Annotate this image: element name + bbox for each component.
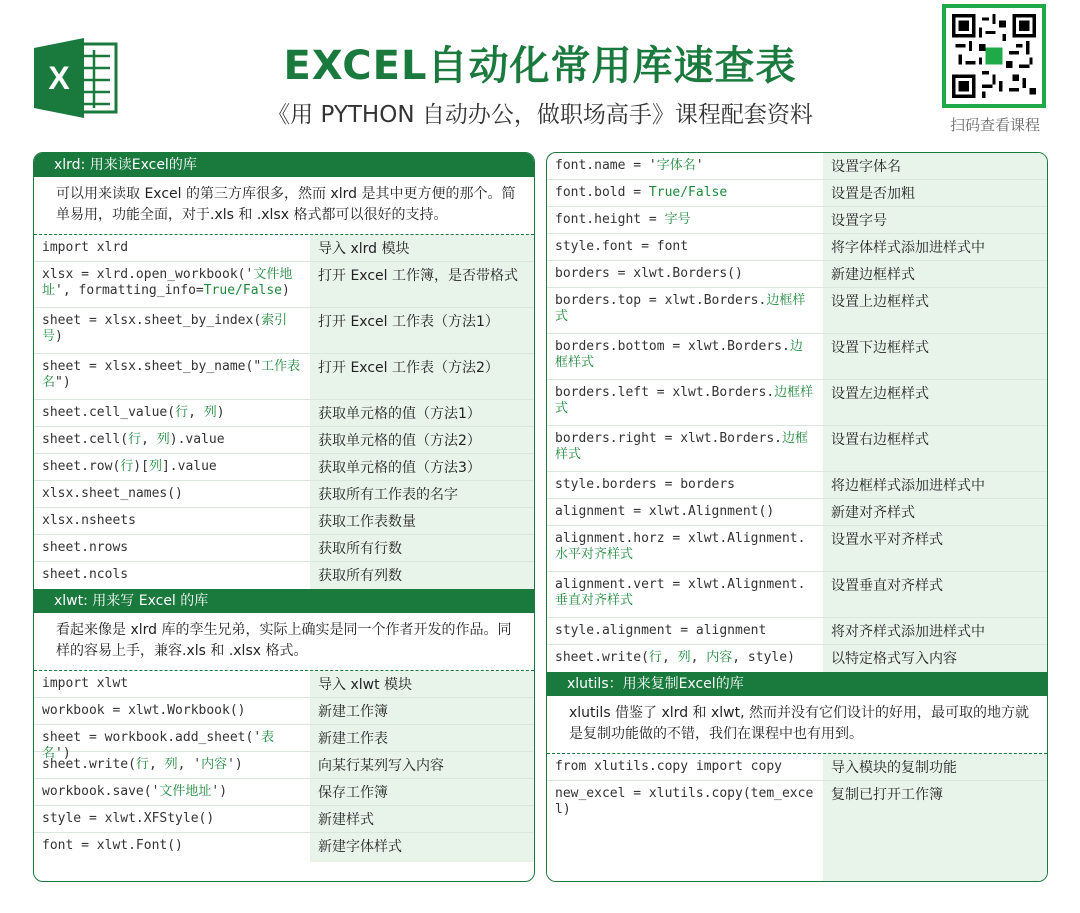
code-cell <box>547 153 823 179</box>
code-fragment: , <box>188 405 204 420</box>
code-fragment: borders.top = xlwt.Borders. <box>555 293 767 308</box>
code-cell <box>34 262 310 307</box>
code-fragment: 内容 <box>706 650 733 665</box>
code-fragment: xlsx.sheet_names() <box>42 486 183 501</box>
code-cell <box>34 725 310 761</box>
code-cell <box>547 288 823 333</box>
description-cell: 新建对齐样式 <box>823 499 1047 525</box>
code-cell <box>547 180 823 206</box>
code-fragment: ') <box>227 757 243 772</box>
table-row <box>34 698 534 725</box>
code-fragment: 字号 <box>664 212 691 227</box>
table-row <box>547 754 1047 781</box>
table-row <box>34 508 534 535</box>
table-row <box>34 354 534 400</box>
qr-code-icon[interactable] <box>942 4 1046 108</box>
table-row <box>34 562 534 589</box>
code-cell <box>34 354 310 399</box>
code-fragment: ') <box>55 746 71 761</box>
xlutils-description: xlutils 借鉴了 xlrd 和 xlwt, 然而并没有它们设计的好用，最可取的地方就是复制功能做的不错，我们在课程中也有用到。 <box>547 696 1047 754</box>
code-fragment: 字体名 <box>656 158 696 173</box>
table-row <box>547 472 1047 499</box>
xlwt-table <box>34 671 534 862</box>
code-fragment: , <box>141 432 157 447</box>
code-fragment: style.font = font <box>555 239 689 254</box>
code-fragment: new_excel = xlutils.copy(tem_excel) <box>555 786 814 817</box>
table-row <box>34 806 534 833</box>
table-row <box>34 308 534 354</box>
description-cell: 将边框样式添加进样式中 <box>823 472 1047 498</box>
code-fragment: True/False <box>648 185 728 200</box>
table-row <box>34 671 534 698</box>
xlrd-table <box>34 235 534 589</box>
description-cell: 获取单元格的值（方法3） <box>310 454 534 480</box>
code-cell <box>34 752 310 778</box>
code-cell <box>34 481 310 507</box>
code-cell <box>34 427 310 453</box>
code-fragment: ' <box>695 158 704 173</box>
code-fragment: 列 <box>203 405 217 420</box>
code-fragment: sheet.row( <box>42 459 121 474</box>
code-fragment: , style) <box>732 650 795 665</box>
description-cell: 打开 Excel 工作表（方法1） <box>310 308 534 353</box>
code-fragment: sheet.nrows <box>42 540 129 555</box>
table-row <box>547 645 1047 672</box>
table-row <box>547 234 1047 261</box>
table-row <box>34 833 534 862</box>
code-fragment: sheet = xlsx.sheet_by_index( <box>42 313 262 328</box>
svg-text:X: X <box>48 60 70 96</box>
table-row <box>547 261 1047 288</box>
code-fragment: 边框样式 <box>555 339 803 370</box>
table-row <box>547 499 1047 526</box>
table-row <box>34 779 534 806</box>
table-row <box>34 400 534 427</box>
table-row <box>34 262 534 308</box>
code-cell <box>547 526 823 571</box>
xlrd-description: 可以用来读取 Excel 的第三方库很多，然而 xlrd 是其中更方便的那个。简单易用，功能全面，对于.xls 和 .xlsx 格式都可以很好的支持。 <box>34 177 534 235</box>
code-fragment: True/False <box>203 283 283 298</box>
code-cell <box>547 472 823 498</box>
description-cell: 新建样式 <box>310 806 534 832</box>
table-row <box>34 235 534 262</box>
code-cell <box>34 671 310 697</box>
table-filler <box>547 827 1047 882</box>
description-cell: 设置左边框样式 <box>823 380 1047 425</box>
description-cell: 新建边框样式 <box>823 261 1047 287</box>
code-cell <box>34 535 310 561</box>
code-fragment: ].value <box>161 459 217 474</box>
code-fragment: ) <box>282 283 290 298</box>
code-fragment: font.bold = <box>555 185 649 200</box>
code-fragment: workbook = xlwt.Workbook() <box>42 703 246 718</box>
description-cell: 将字体样式添加进样式中 <box>823 234 1047 260</box>
code-fragment: borders.bottom = xlwt.Borders. <box>555 339 790 354</box>
table-row <box>547 781 1047 827</box>
code-fragment: sheet.write( <box>555 650 649 665</box>
code-cell <box>547 234 823 260</box>
code-fragment: 内容 <box>201 757 228 772</box>
table-row <box>34 535 534 562</box>
code-fragment: , <box>148 757 165 772</box>
code-cell <box>547 334 823 379</box>
xlutils-table <box>547 754 1047 827</box>
code-fragment: import xlwt <box>42 676 129 691</box>
code-fragment: sheet = xlsx.sheet_by_name(" <box>42 359 262 374</box>
code-cell <box>547 781 823 827</box>
description-cell: 获取单元格的值（方法2） <box>310 427 534 453</box>
code-cell <box>34 779 310 805</box>
description-cell: 设置水平对齐样式 <box>823 526 1047 571</box>
code-fragment: sheet.cell_value( <box>42 405 176 420</box>
code-fragment: 表名 <box>42 730 275 761</box>
code-fragment: borders.left = xlwt.Borders. <box>555 385 775 400</box>
page-subtitle: 《用 PYTHON 自动办公，做职场高手》课程配套资料 <box>267 102 813 128</box>
code-fragment: 边框样式 <box>555 431 808 462</box>
table-row <box>547 288 1047 334</box>
code-fragment: 行 <box>648 650 662 665</box>
description-cell: 获取所有列数 <box>310 562 534 589</box>
code-cell <box>34 400 310 426</box>
code-fragment: from xlutils.copy import copy <box>555 759 782 774</box>
table-row <box>547 334 1047 380</box>
table-row <box>34 481 534 508</box>
code-fragment: 行 <box>175 405 189 420</box>
code-fragment: style.alignment = alignment <box>555 623 767 638</box>
code-fragment: , <box>690 650 707 665</box>
left-panel <box>33 152 535 882</box>
code-fragment: , <box>661 650 678 665</box>
code-cell <box>547 261 823 287</box>
description-cell: 设置是否加粗 <box>823 180 1047 206</box>
code-cell <box>34 698 310 724</box>
description-cell: 新建字体样式 <box>310 833 534 862</box>
code-cell <box>547 380 823 425</box>
xlwt-description: 看起来像是 xlrd 库的孪生兄弟，实际上确实是同一个作者开发的作品。同样的容易上手，兼容.xls 和 .xlsx 格式。 <box>34 613 534 671</box>
code-cell <box>34 454 310 480</box>
code-fragment: borders.right = xlwt.Borders. <box>555 431 782 446</box>
code-cell <box>547 618 823 644</box>
description-cell: 设置垂直对齐样式 <box>823 572 1047 617</box>
table-row <box>547 526 1047 572</box>
table-row <box>547 572 1047 618</box>
description-cell: 向某行某列写入内容 <box>310 752 534 778</box>
code-fragment: 索引号 <box>42 313 288 344</box>
description-cell: 设置字体名 <box>823 153 1047 179</box>
code-cell <box>34 308 310 353</box>
description-cell: 新建工作表 <box>310 725 534 751</box>
code-cell <box>547 645 823 672</box>
code-fragment: 边框样式 <box>555 293 806 324</box>
code-fragment: 边框样式 <box>555 385 814 416</box>
code-cell <box>547 754 823 780</box>
xlwt-section-heading: xlwt: 用来写 Excel 的库 <box>34 589 534 613</box>
code-fragment: 列 <box>677 650 691 665</box>
table-row <box>547 618 1047 645</box>
code-fragment: ') <box>211 784 228 799</box>
xlwt-styles-table <box>547 153 1047 672</box>
code-fragment: 垂直对齐样式 <box>555 593 634 608</box>
code-fragment: 列 <box>148 459 162 474</box>
table-row <box>34 725 534 761</box>
description-cell: 导入模块的复制功能 <box>823 754 1047 780</box>
description-cell: 新建工作簿 <box>310 698 534 724</box>
code-cell <box>547 426 823 471</box>
page-title: EXCEL自动化常用库速查表 <box>283 43 797 89</box>
table-row <box>34 427 534 454</box>
code-fragment: font.name = ' <box>555 158 657 173</box>
code-fragment: sheet.write( <box>42 757 136 772</box>
description-cell: 打开 Excel 工作簿，是否带格式 <box>310 262 534 307</box>
description-cell: 获取工作表数量 <box>310 508 534 534</box>
description-cell: 获取所有行数 <box>310 535 534 561</box>
description-cell: 导入 xlrd 模块 <box>310 235 534 261</box>
code-fragment: 行 <box>128 432 142 447</box>
code-fragment: xlsx.nsheets <box>42 513 136 528</box>
code-fragment: 文件地址 <box>159 784 212 799</box>
code-fragment: alignment.vert = xlwt.Alignment. <box>555 577 806 592</box>
code-fragment: 列 <box>164 757 178 772</box>
table-row <box>547 426 1047 472</box>
code-cell <box>547 499 823 525</box>
table-row <box>34 752 534 779</box>
xlrd-section-heading: xlrd: 用来读Excel的库 <box>34 153 534 177</box>
code-cell <box>34 833 310 862</box>
qr-caption: 扫码查看课程 <box>949 116 1040 134</box>
code-fragment: ) <box>55 329 63 344</box>
code-cell <box>34 806 310 832</box>
code-fragment: borders = xlwt.Borders() <box>555 266 743 281</box>
code-fragment: , ' <box>177 757 202 772</box>
code-fragment: )[ <box>133 459 149 474</box>
code-fragment: workbook.save(' <box>42 784 160 799</box>
table-row <box>547 207 1047 234</box>
code-cell <box>547 207 823 233</box>
xlutils-section-heading: xlutils：用来复制Excel的库 <box>547 672 1047 696</box>
code-fragment: 文件地址 <box>42 267 293 298</box>
code-cell <box>547 572 823 617</box>
code-fragment: 工作表名 <box>42 359 301 390</box>
description-cell: 将对齐样式添加进样式中 <box>823 618 1047 644</box>
table-row <box>547 380 1047 426</box>
right-panel <box>546 152 1048 882</box>
description-cell: 设置下边框样式 <box>823 334 1047 379</box>
code-fragment: 水平对齐样式 <box>555 547 634 562</box>
code-cell <box>34 508 310 534</box>
description-cell: 设置字号 <box>823 207 1047 233</box>
description-cell: 以特定格式写入内容 <box>823 645 1047 672</box>
code-cell <box>34 235 310 261</box>
description-cell: 设置右边框样式 <box>823 426 1047 471</box>
table-row <box>547 180 1047 207</box>
description-cell: 获取单元格的值（方法1） <box>310 400 534 426</box>
code-fragment: xlsx = xlrd.open_workbook(' <box>42 267 254 282</box>
code-cell <box>34 562 310 589</box>
code-fragment: 行 <box>135 757 149 772</box>
table-row <box>547 153 1047 180</box>
code-fragment: style = xlwt.XFStyle() <box>42 811 215 826</box>
code-fragment: sheet.ncols <box>42 567 129 582</box>
code-fragment: font.height = <box>555 212 665 227</box>
code-fragment: ', formatting_info= <box>55 283 204 298</box>
description-cell: 复制已打开工作簿 <box>823 781 1047 827</box>
description-cell: 打开 Excel 工作表（方法2） <box>310 354 534 399</box>
code-fragment: 行 <box>120 459 134 474</box>
description-cell: 保存工作簿 <box>310 779 534 805</box>
code-fragment: alignment = xlwt.Alignment() <box>555 504 775 519</box>
code-fragment: ) <box>216 405 225 420</box>
code-fragment: sheet.cell( <box>42 432 129 447</box>
code-fragment: alignment.horz = xlwt.Alignment. <box>555 531 806 546</box>
code-fragment: import xlrd <box>42 240 129 255</box>
description-cell: 设置上边框样式 <box>823 288 1047 333</box>
description-cell: 获取所有工作表的名字 <box>310 481 534 507</box>
description-cell: 导入 xlwt 模块 <box>310 671 534 697</box>
table-row <box>34 454 534 481</box>
code-fragment: 列 <box>156 432 170 447</box>
code-fragment: ).value <box>169 432 225 447</box>
code-fragment: ") <box>55 375 71 390</box>
code-fragment: font = xlwt.Font() <box>42 838 183 853</box>
code-fragment: sheet = workbook.add_sheet(' <box>42 730 262 745</box>
code-fragment: style.borders = borders <box>555 477 736 492</box>
